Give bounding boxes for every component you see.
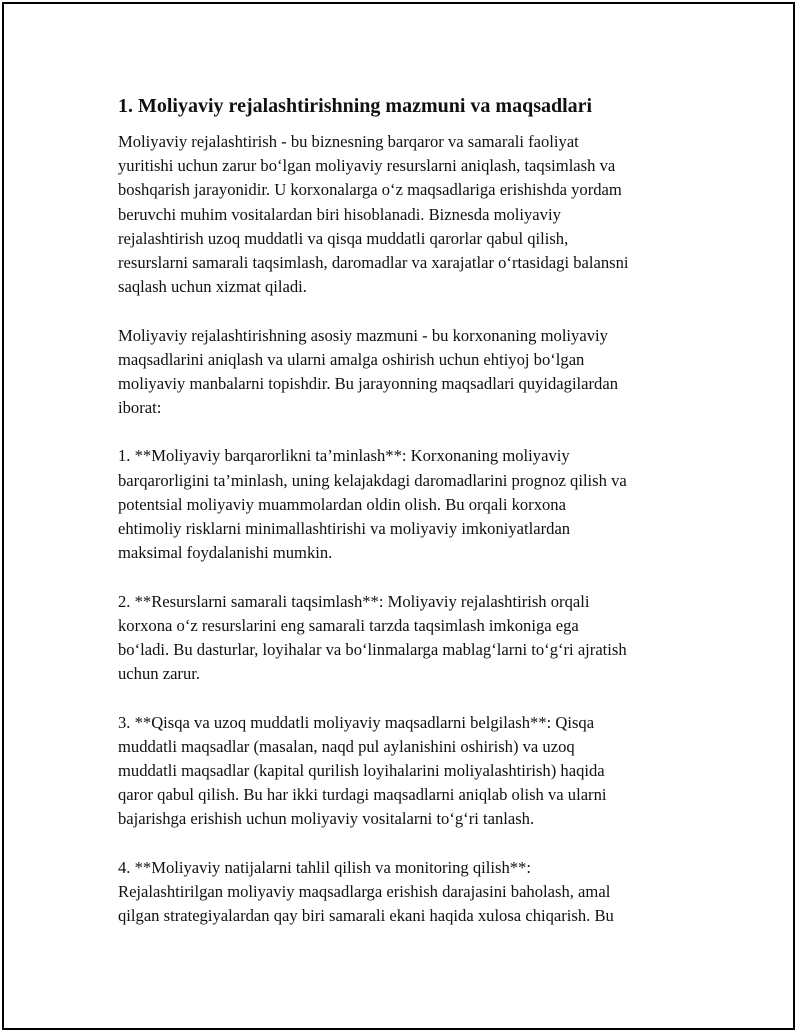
list-item-4	[118, 856, 698, 929]
list-item-1	[118, 444, 698, 565]
text-line: yuritishi uchun zarur bo‘lgan moliyaviy resurslarni aniqlash, taqsimlash va	[118, 156, 616, 176]
text-line: bajarishga erishish uchun moliyaviy vositalarni to‘g‘ri tanlash.	[118, 809, 535, 829]
section-heading: 1. Moliyaviy rejalashtirishning mazmuni va maqsadlari	[118, 95, 593, 117]
text-line: saqlash uchun xizmat qiladi.	[118, 277, 307, 297]
text-line: rejalashtirish uzoq muddatli va qisqa muddatli qarorlar qabul qilish,	[118, 228, 569, 248]
text-line: korxona o‘z resurslarini eng samarali tarzda taqsimlash imkoniga ega	[118, 615, 579, 635]
text-line: 2. **Resurslarni samarali taqsimlash**: Moliyaviy rejalashtirish orqali	[118, 591, 590, 611]
list-item-2	[118, 590, 698, 687]
text-line: barqarorligini ta’minlash, uning kelajakdagi daromadlarini prognoz qilish va	[118, 470, 627, 490]
text-line: iborat:	[118, 398, 162, 418]
list-item-3	[118, 711, 698, 832]
text-line: 1. **Moliyaviy barqarorlikni ta’minlash**: Korxonaning moliyaviy	[118, 446, 570, 466]
text-line: qaror qabul qilish. Bu har ikki turdagi maqsadlarni aniqlab olish va ularni	[118, 785, 607, 805]
paragraph-intro	[118, 130, 698, 299]
text-line: qilgan strategiyalardan qay biri samarali ekani haqida xulosa chiqarish. Bu	[118, 906, 614, 925]
text-line: ehtimoliy risklarni minimallashtirishi va moliyaviy imkoniyatlardan	[118, 519, 571, 538]
text-line: maksimal foydalanishi mumkin.	[118, 543, 333, 563]
text-line: Rejalashtirilgan moliyaviy maqsadlarga erishish darajasini baholash, amal	[118, 881, 611, 901]
text-line: uchun zarur.	[118, 664, 201, 684]
text-line: bo‘ladi. Bu dasturlar, loyihalar va bo‘linmalarga mablag‘larni to‘g‘ri ajratish	[118, 639, 627, 659]
text-line: muddatli maqsadlar (kapital qurilish loyihalarini moliyalashtirish) haqida	[118, 760, 605, 780]
text-line: moliyaviy manbalarni topishdir. Bu jarayonning maqsadlari quyidagilardan	[118, 373, 619, 393]
text-line: Moliyaviy rejalashtirish - bu biznesning barqaror va samarali faoliyat	[118, 132, 579, 151]
text-line: 4. **Moliyaviy natijalarni tahlil qilish va monitoring qilish**:	[118, 857, 531, 877]
text-line: maqsadlarini aniqlash va ularni amalga oshirish uchun ehtiyoj bo‘lgan	[118, 349, 585, 369]
text-line: Moliyaviy rejalashtirishning asosiy mazmuni - bu korxonaning moliyaviy	[118, 325, 608, 345]
document-body	[118, 92, 698, 928]
paragraph-content	[118, 324, 698, 421]
text-line: potentsial moliyaviy muammolardan oldin olish. Bu orqali korxona	[118, 494, 566, 514]
text-line: muddatli maqsadlar (masalan, naqd pul aylanishini oshirish) va uzoq	[118, 736, 575, 756]
text-line: boshqarish jarayonidir. U korxonalarga o‘z maqsadlariga erishishda yordam	[118, 180, 622, 200]
text-line: beruvchi muhim vositalardan biri hisoblanadi. Biznesda moliyaviy	[118, 204, 561, 224]
text-line: resurslarni samarali taqsimlash, daromadlar va xarajatlar o‘rtasidagi balansni	[118, 252, 629, 272]
text-line: 3. **Qisqa va uzoq muddatli moliyaviy maqsadlarni belgilash**: Qisqa	[118, 712, 595, 732]
